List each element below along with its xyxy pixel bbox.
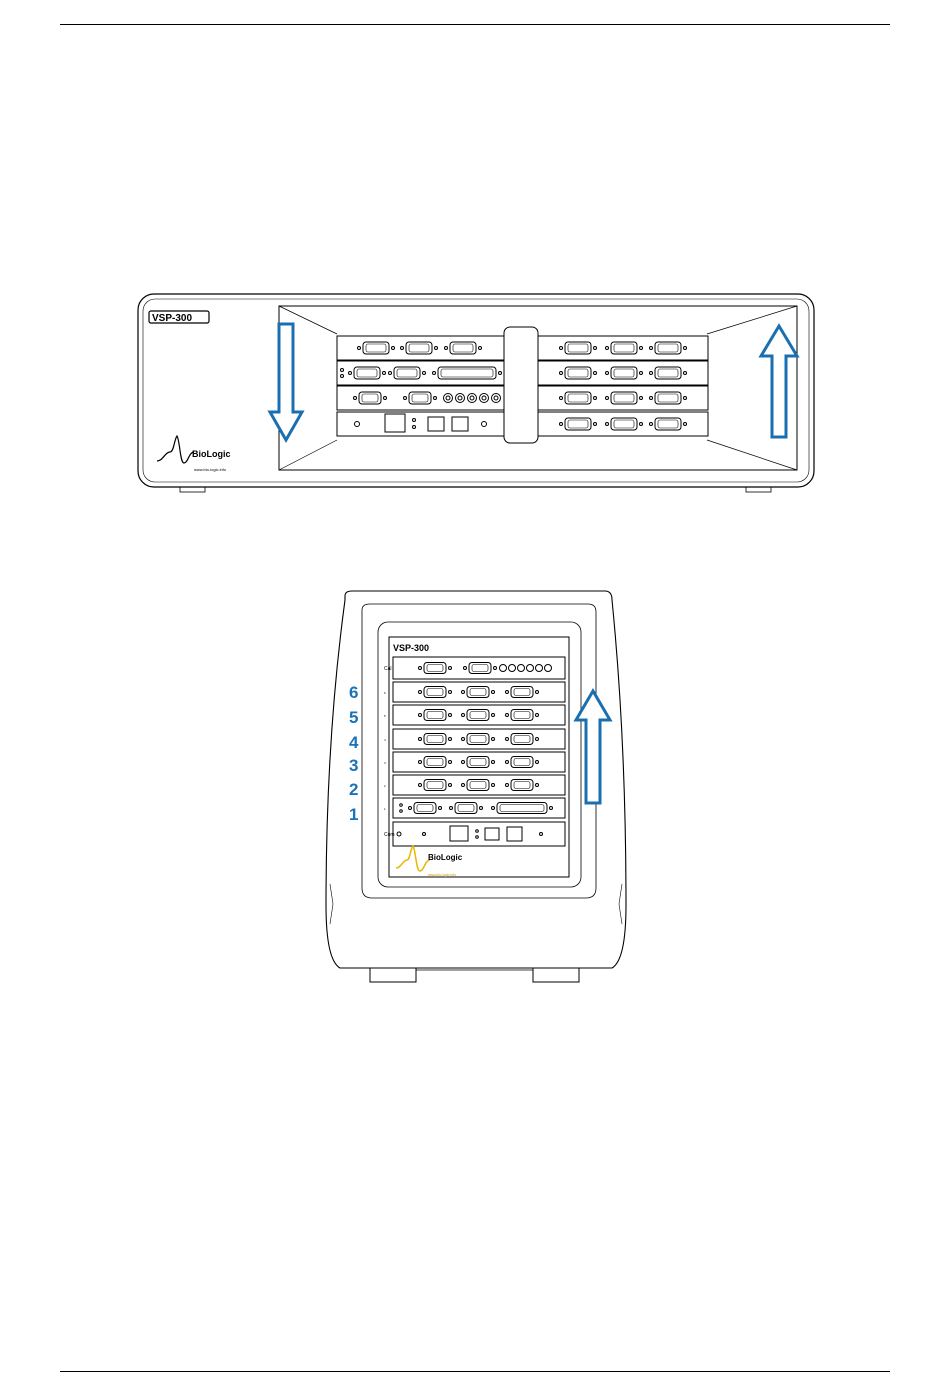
bnc-connector: [500, 665, 507, 672]
ethernet-port: [385, 414, 405, 432]
card-rack-tower: [384, 657, 565, 846]
slot-number-6: 6: [349, 683, 359, 702]
tower-biologic-logo: [396, 846, 463, 877]
slot-label: 5: [384, 714, 386, 718]
card-slot-right: [538, 361, 708, 385]
slot-number-5: 5: [349, 708, 359, 727]
slot-numbers: [349, 683, 359, 824]
tower-url-label: www.bio-logic.info: [428, 873, 457, 877]
dsub-connector: [497, 803, 547, 814]
port: [452, 417, 468, 431]
bnc-connector: [518, 665, 525, 672]
card-slot-left: [337, 412, 504, 436]
bnc-connector: [492, 394, 501, 403]
slot-label: Com: [384, 832, 395, 838]
bnc-connector: [545, 665, 552, 672]
slot-label: Cal: [384, 666, 392, 672]
slot-number-1: 1: [349, 805, 359, 824]
usb-port: [428, 417, 444, 431]
biologic-logo: [157, 436, 231, 472]
chassis-wide: [138, 294, 814, 492]
bnc-connector: [536, 665, 543, 672]
bnc-connector: [509, 665, 516, 672]
port: [507, 827, 522, 841]
slot-label: 3: [384, 761, 386, 765]
model-label: VSP-300: [152, 313, 193, 324]
slot-label: 1: [384, 807, 386, 811]
url-label: www.bio-logic.info: [194, 467, 227, 472]
slot-number-2: 2: [349, 780, 359, 799]
slot-label: 4: [384, 738, 386, 742]
tower-model-label: VSP-300: [393, 643, 430, 653]
bnc-connector: [527, 665, 534, 672]
card-slot-right: [538, 386, 708, 410]
tower-brand-label: BioLogic: [428, 853, 463, 862]
model-badge: [149, 311, 209, 324]
brand-label: BioLogic: [192, 449, 231, 459]
slot-label: 6: [384, 691, 386, 695]
bnc-connector: [480, 394, 489, 403]
arrow-down-icon: [270, 324, 302, 440]
bnc-connector: [444, 394, 453, 403]
usb-port: [485, 828, 499, 840]
slot-number-4: 4: [349, 733, 359, 752]
slot-label: 2: [384, 784, 386, 788]
ethernet-port: [450, 826, 468, 841]
card-slot-right: [538, 412, 708, 436]
center-handle: [504, 327, 538, 443]
arrow-up-icon: [761, 326, 797, 437]
card-slot-right: [538, 336, 708, 360]
chassis-tower: [326, 591, 626, 982]
slot-number-3: 3: [349, 756, 359, 775]
bnc-connector: [456, 394, 465, 403]
bnc-connector: [468, 394, 477, 403]
